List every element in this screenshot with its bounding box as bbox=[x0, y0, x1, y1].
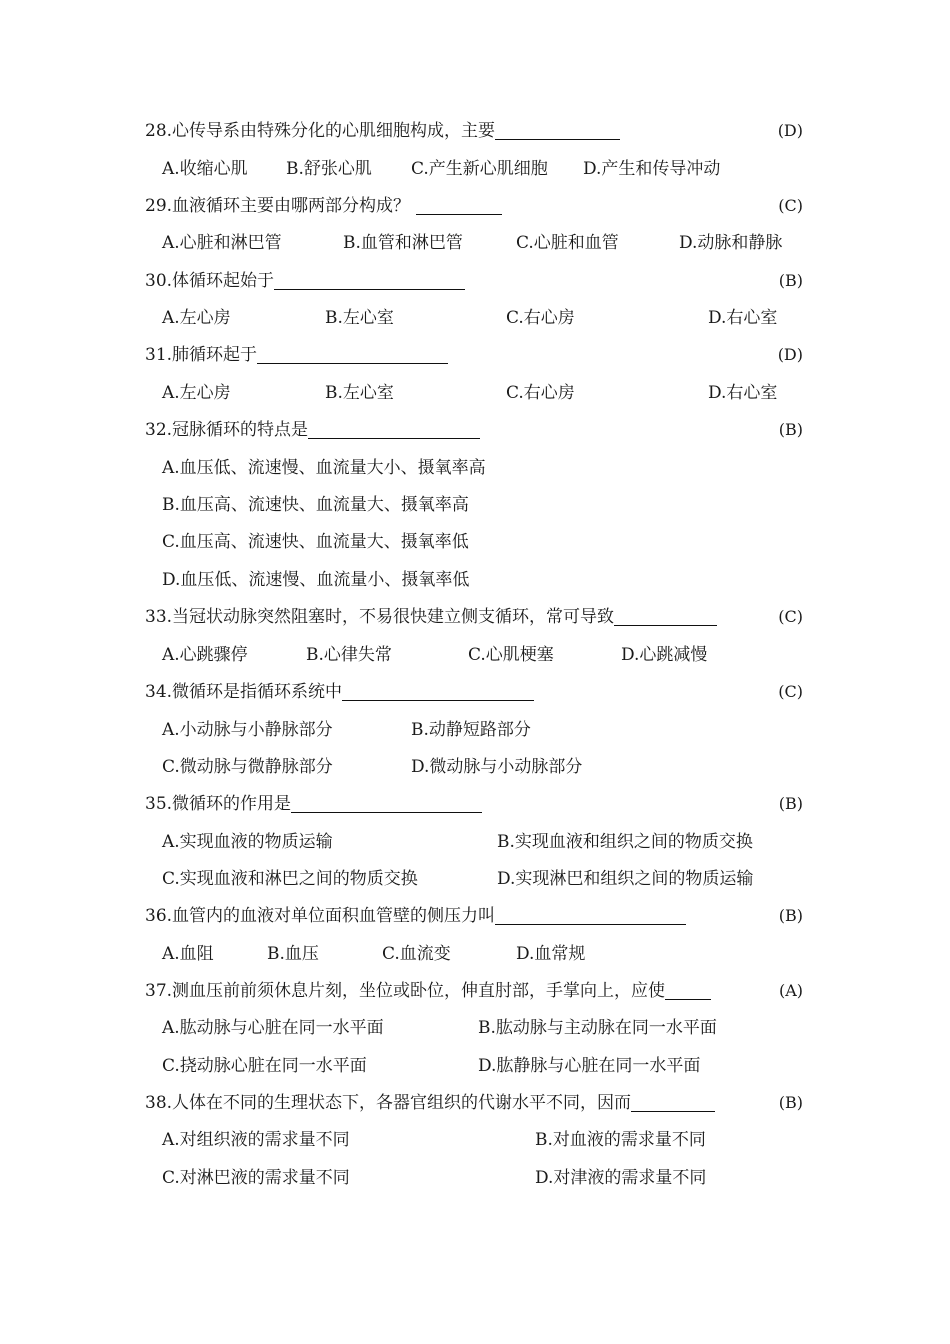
option-d: D.对津液的需求量不同 bbox=[535, 1168, 707, 1188]
answer-blank bbox=[495, 906, 686, 925]
question-35 bbox=[145, 789, 482, 819]
question-stem: 体循环起始于 bbox=[172, 271, 275, 291]
option-a: A.左心房 bbox=[162, 308, 231, 328]
option-d: D.产生和传导冲动 bbox=[583, 159, 721, 179]
question-stem: 微循环是指循环系统中 bbox=[172, 682, 343, 702]
option-b: B.动静短路部分 bbox=[411, 720, 531, 740]
question-number: 31. bbox=[145, 345, 173, 365]
answer-key-38: (B) bbox=[778, 1093, 803, 1112]
answer-blank bbox=[291, 794, 482, 813]
option-a: A.实现血液的物质运输 bbox=[162, 832, 333, 852]
option-c: C.心脏和血管 bbox=[516, 233, 619, 253]
answer-blank bbox=[631, 1093, 715, 1112]
option-b: B.左心室 bbox=[325, 383, 394, 403]
question-number: 30. bbox=[145, 271, 173, 291]
option-d: D.血常规 bbox=[516, 944, 586, 964]
option-d: D.右心室 bbox=[708, 308, 778, 328]
answer-blank bbox=[614, 607, 717, 626]
answer-blank bbox=[257, 345, 448, 364]
option-c: C.右心房 bbox=[506, 308, 575, 328]
question-33 bbox=[145, 602, 717, 632]
question-stem: 测血压前前须休息片刻，坐位或卧位，伸直肘部，手掌向上，应使 bbox=[172, 981, 666, 1001]
question-stem: 冠脉循环的特点是 bbox=[172, 420, 309, 440]
question-stem: 当冠状动脉突然阻塞时，不易很快建立侧支循环，常可导致 bbox=[172, 607, 615, 627]
question-number: 29. bbox=[145, 196, 173, 216]
option-b: B.血管和淋巴管 bbox=[343, 233, 463, 253]
option-b: B.心律失常 bbox=[306, 645, 392, 665]
answer-key-29: (C) bbox=[778, 196, 803, 215]
option-c: C.血流变 bbox=[382, 944, 451, 964]
question-37 bbox=[145, 976, 711, 1006]
answer-key-35: (B) bbox=[778, 794, 803, 813]
option-c: C.微动脉与微静脉部分 bbox=[162, 757, 333, 777]
question-28 bbox=[145, 116, 620, 146]
question-number: 33. bbox=[145, 607, 173, 627]
option-c: C.血压高、流速快、血流量大、摄氧率低 bbox=[162, 532, 469, 552]
option-b: B.实现血液和组织之间的物质交换 bbox=[497, 832, 753, 852]
answer-blank bbox=[495, 121, 620, 140]
answer-key-33: (C) bbox=[778, 607, 803, 626]
option-a: A.心跳骤停 bbox=[162, 645, 248, 665]
option-c: C.实现血液和淋巴之间的物质交换 bbox=[162, 869, 418, 889]
option-d: D.肱静脉与心脏在同一水平面 bbox=[478, 1056, 701, 1076]
option-b: B.肱动脉与主动脉在同一水平面 bbox=[478, 1018, 717, 1038]
question-stem: 血液循环主要由哪两部分构成？ bbox=[172, 196, 411, 216]
answer-blank bbox=[274, 271, 465, 290]
option-a: A.肱动脉与心脏在同一水平面 bbox=[162, 1018, 384, 1038]
answer-blank bbox=[308, 420, 480, 439]
option-a: A.血压低、流速慢、血流量大小、摄氧率高 bbox=[162, 458, 486, 478]
question-number: 34. bbox=[145, 682, 173, 702]
question-number: 38. bbox=[145, 1093, 173, 1113]
option-c: C.产生新心肌细胞 bbox=[411, 159, 548, 179]
answer-blank bbox=[416, 196, 502, 215]
question-30 bbox=[145, 266, 465, 296]
option-d: D.动脉和静脉 bbox=[679, 233, 783, 253]
question-stem: 心传导系由特殊分化的心肌细胞构成，主要 bbox=[172, 121, 496, 141]
answer-key-30: (B) bbox=[778, 271, 803, 290]
answer-blank bbox=[342, 682, 534, 701]
answer-key-28: (D) bbox=[777, 121, 803, 140]
question-38 bbox=[145, 1088, 715, 1118]
option-b: B.舒张心肌 bbox=[286, 159, 372, 179]
option-d: D.右心室 bbox=[708, 383, 778, 403]
option-d: D.血压低、流速慢、血流量小、摄氧率低 bbox=[162, 570, 470, 590]
question-number: 35. bbox=[145, 794, 173, 814]
option-b: B.对血液的需求量不同 bbox=[535, 1130, 706, 1150]
question-36 bbox=[145, 901, 686, 931]
option-b: B.血压高、流速快、血流量大、摄氧率高 bbox=[162, 495, 469, 515]
question-number: 32. bbox=[145, 420, 173, 440]
question-number: 37. bbox=[145, 981, 173, 1001]
answer-key-31: (D) bbox=[777, 345, 803, 364]
option-a: A.小动脉与小静脉部分 bbox=[162, 720, 333, 740]
question-34 bbox=[145, 677, 534, 707]
answer-key-32: (B) bbox=[778, 420, 803, 439]
option-a: A.血阻 bbox=[162, 944, 214, 964]
option-a: A.收缩心肌 bbox=[162, 159, 248, 179]
option-d: D.实现淋巴和组织之间的物质运输 bbox=[497, 869, 754, 889]
answer-key-34: (C) bbox=[778, 682, 803, 701]
option-d: D.心跳减慢 bbox=[621, 645, 708, 665]
option-a: A.对组织液的需求量不同 bbox=[162, 1130, 350, 1150]
option-c: C.心肌梗塞 bbox=[468, 645, 554, 665]
question-29 bbox=[145, 191, 502, 221]
question-number: 36. bbox=[145, 906, 173, 926]
option-c: C.右心房 bbox=[506, 383, 575, 403]
question-stem: 血管内的血液对单位面积血管壁的侧压力叫 bbox=[172, 906, 496, 926]
option-d: D.微动脉与小动脉部分 bbox=[411, 757, 583, 777]
option-c: C.挠动脉心脏在同一水平面 bbox=[162, 1056, 367, 1076]
question-number: 28. bbox=[145, 121, 173, 141]
option-b: B.血压 bbox=[267, 944, 319, 964]
question-stem: 微循环的作用是 bbox=[172, 794, 292, 814]
option-b: B.左心室 bbox=[325, 308, 394, 328]
question-32 bbox=[145, 415, 480, 445]
question-stem: 人体在不同的生理状态下，各器官组织的代谢水平不同，因而 bbox=[172, 1093, 632, 1113]
question-31 bbox=[145, 340, 448, 370]
answer-key-37: (A) bbox=[778, 981, 803, 1000]
answer-key-36: (B) bbox=[778, 906, 803, 925]
question-stem: 肺循环起于 bbox=[172, 345, 258, 365]
option-c: C.对淋巴液的需求量不同 bbox=[162, 1168, 350, 1188]
option-a: A.心脏和淋巴管 bbox=[162, 233, 282, 253]
option-a: A.左心房 bbox=[162, 383, 231, 403]
answer-blank bbox=[665, 981, 711, 1000]
